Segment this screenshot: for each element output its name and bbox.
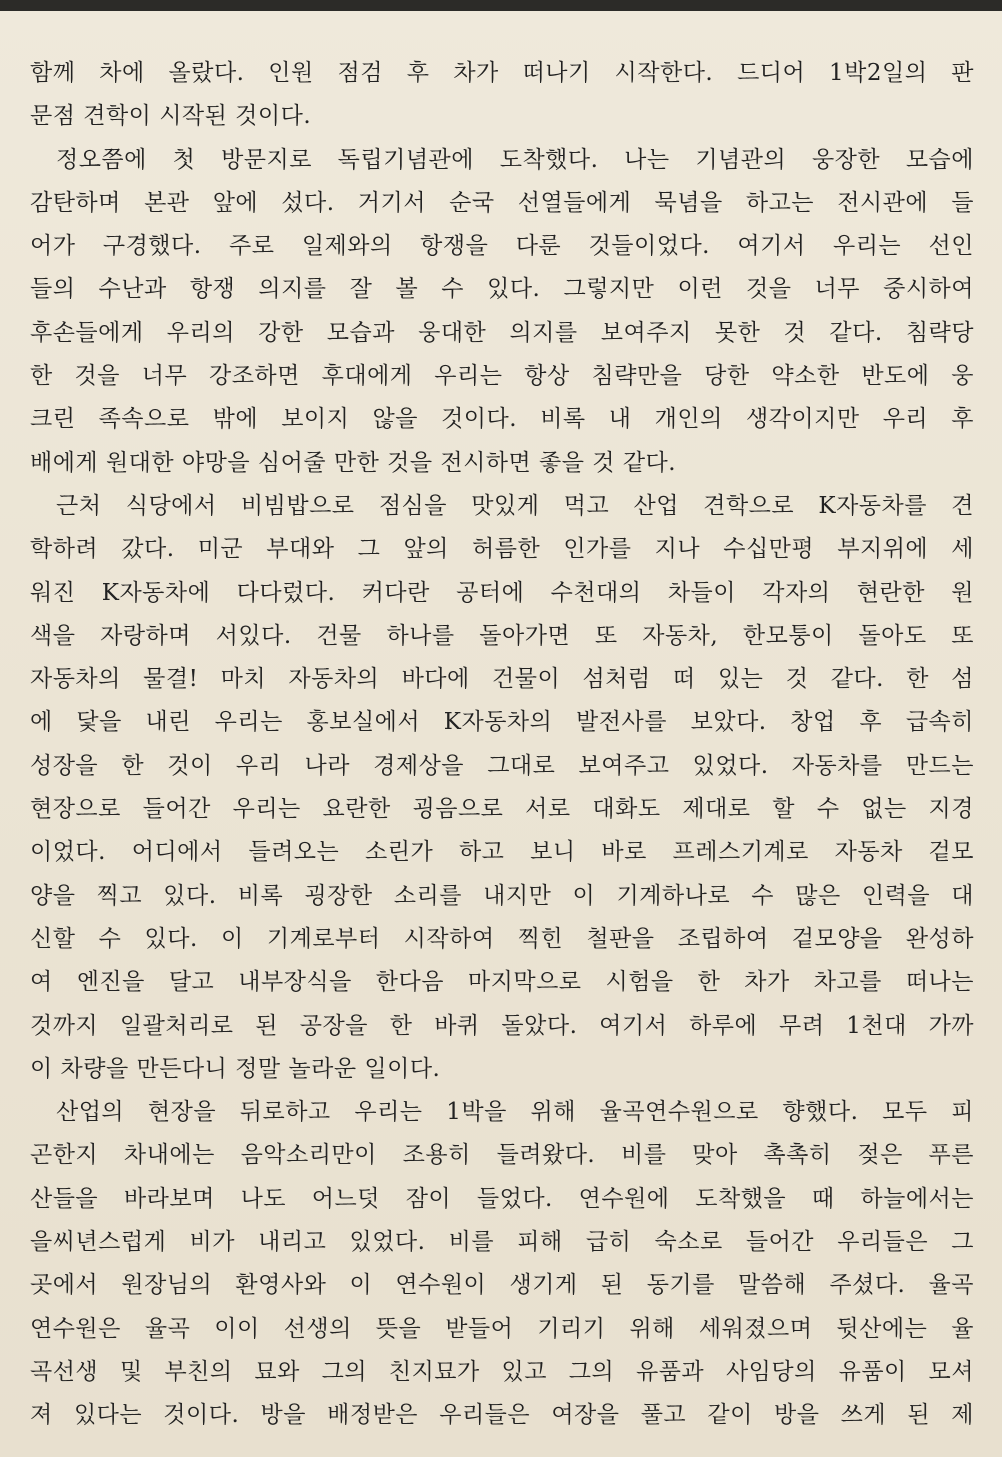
text-line: 현장으로 들어간 우리는 요란한 굉음으로 서로 대화도 제대로 할 수 없는 지경 [30, 796, 974, 823]
text-line: 이었다. 어디에서 들려오는 소린가 하고 보니 바로 프레스기계로 자동차 겉모 [30, 839, 974, 866]
text-line: 곡선생 및 부친의 묘와 그의 친지묘가 있고 그의 유품과 사임당의 유품이 모셔 [30, 1358, 974, 1385]
text-line: 연수원은 율곡 이이 선생의 뜻을 받들어 기리기 위해 세워졌으며 뒷산에는 율 [30, 1315, 974, 1342]
text-line: 신할 수 있다. 이 기계로부터 시작하여 찍힌 철판을 조립하여 겉모양을 완성하 [30, 925, 974, 952]
text-line: 한 것을 너무 강조하면 후대에게 우리는 항상 침략만을 당한 약소한 반도에 웅 [30, 363, 974, 390]
text-line: 져 있다는 것이다. 방을 배정받은 우리들은 여장을 풀고 같이 방을 쓰게 된 제 [30, 1402, 974, 1429]
text-line: 근처 식당에서 비빔밥으로 점심을 맛있게 먹고 산업 견학으로 K자동차를 견 [56, 492, 974, 519]
text-line: 양을 찍고 있다. 비록 굉장한 소리를 내지만 이 기계하나로 수 많은 인력을 대 [30, 882, 974, 909]
text-line: 문점 견학이 시작된 것이다. [30, 103, 312, 130]
text-line: 배에게 원대한 야망을 심어줄 만한 것을 전시하면 좋을 것 같다. [30, 449, 677, 476]
text-line: 색을 자랑하며 서있다. 건물 하나를 돌아가면 또 자동차, 한모퉁이 돌아도 또 [30, 622, 974, 649]
text-line: 을씨년스럽게 비가 내리고 있었다. 비를 피해 급히 숙소로 들어간 우리들은 그 [30, 1229, 974, 1256]
text-line: 자동차의 물결! 마치 자동차의 바다에 건물이 섬처럼 떠 있는 것 같다. 한 섬 [30, 666, 974, 693]
text-line: 이 차량을 만든다니 정말 놀라운 일이다. [30, 1055, 441, 1082]
text-line: 곳에서 원장님의 환영사와 이 연수원이 생기게 된 동기를 말씀해 주셨다. 율곡 [30, 1272, 974, 1299]
text-line: 감탄하며 본관 앞에 섰다. 거기서 순국 선열들에게 묵념을 하고는 전시관에 들 [30, 189, 974, 216]
text-line: 곤한지 차내에는 음악소리만이 조용히 들려왔다. 비를 맞아 촉촉히 젖은 푸른 [30, 1142, 974, 1169]
text-line: 여 엔진을 달고 내부장식을 한다음 마지막으로 시험을 한 차가 차고를 떠나는 [30, 969, 974, 996]
text-line: 함께 차에 올랐다. 인원 점검 후 차가 떠나기 시작한다. 드디어 1박2일의 판 [30, 60, 974, 86]
text-line: 들의 수난과 항쟁 의지를 잘 볼 수 있다. 그렇지만 이런 것을 너무 중시하여 [30, 276, 974, 303]
text-line: 어가 구경했다. 주로 일제와의 항쟁을 다룬 것들이었다. 여기서 우리는 선인 [30, 233, 974, 260]
text-line: 학하려 갔다. 미군 부대와 그 앞의 허름한 인가를 지나 수십만평 부지위에 세 [30, 536, 974, 563]
text-line: 크린 족속으로 밖에 보이지 않을 것이다. 비록 내 개인의 생각이지만 우리 후 [30, 406, 974, 433]
text-line: 산업의 현장을 뒤로하고 우리는 1박을 위해 율곡연수원으로 향했다. 모두 피 [56, 1099, 974, 1126]
top-border-rule [0, 0, 1002, 11]
text-line: 에 닻을 내린 우리는 홍보실에서 K자동차의 발전사를 보았다. 창업 후 급속히 [30, 709, 974, 736]
text-line: 후손들에게 우리의 강한 모습과 웅대한 의지를 보여주지 못한 것 같다. 침략당 [30, 319, 974, 346]
text-line: 성장을 한 것이 우리 나라 경제상을 그대로 보여주고 있었다. 자동차를 만드는 [30, 752, 974, 779]
text-line: 정오쯤에 첫 방문지로 독립기념관에 도착했다. 나는 기념관의 웅장한 모습에 [56, 146, 974, 173]
text-line: 워진 K자동차에 다다렀다. 커다란 공터에 수천대의 차들이 각자의 현란한 원 [30, 579, 974, 606]
body-text [30, 52, 974, 1438]
text-line: 것까지 일괄처리로 된 공장을 한 바퀴 돌았다. 여기서 하루에 무려 1천대 가까 [30, 1012, 974, 1039]
text-line: 산들을 바라보며 나도 어느덧 잠이 들었다. 연수원에 도착했을 때 하늘에서는 [30, 1185, 974, 1212]
